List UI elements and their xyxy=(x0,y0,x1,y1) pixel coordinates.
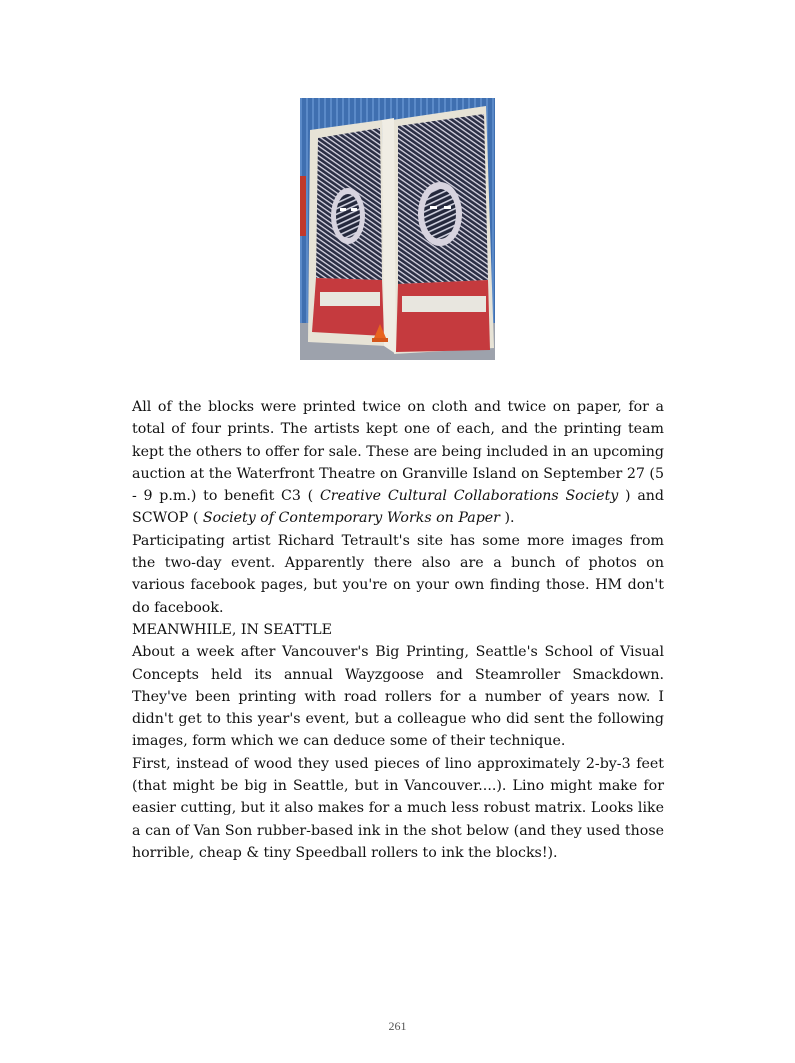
article-body xyxy=(132,396,664,864)
right-print xyxy=(392,106,494,354)
paragraph-auction xyxy=(132,396,664,530)
paragraph-text: ). xyxy=(499,510,515,527)
scwop-full-name: Society of Contemporary Works on Paper xyxy=(202,510,500,527)
paragraph-text: ) and SCWOP ( xyxy=(132,488,665,527)
left-print xyxy=(308,120,386,346)
prints-photo xyxy=(300,98,495,360)
section-heading: MEANWHILE, IN SEATTLE xyxy=(132,621,332,638)
c3-full-name: Creative Cultural Collaborations Society xyxy=(319,488,619,505)
paragraph-tetrault: Participating artist Richard Tetrault's site has some more images from the two-day event. Apparently there also are a bunch of photos on various facebook pages, but you're on your own finding those. HM don't do facebook. xyxy=(132,532,664,616)
paragraph-lino: First, instead of wood they used pieces of lino approximately 2-by-3 feet (that might be big in Seattle, but in Vancouver....). Lino might make for easier cutting, but it also makes for a much less robust matrix. Looks like a can of Van Son rubber-based ink in the shot below (and they used those horrible, cheap & tiny Speedball rollers to ink the blocks!). xyxy=(132,755,664,861)
paragraph-seattle: About a week after Vancouver's Big Printing, Seattle's School of Visual Concepts held its annual Wayzgoose and Steamroller Smackdown. They've been printing with road rollers for a number of years now. I didn't get to this year's event, but a colleague who did sent the following images, form which we can deduce some of their technique. xyxy=(132,644,664,750)
paragraph-text: All of the blocks were printed twice on cloth and twice on paper, for a total of four prints. The artists kept one of each, and the printing team kept the others to offer for sale. These are being included in an upcoming auction at the Waterfront Theatre on Granville Island on September 27 (5 - 9 p.m.) to benefit C3 ( xyxy=(132,399,664,505)
page-number: 261 xyxy=(388,1019,407,1033)
